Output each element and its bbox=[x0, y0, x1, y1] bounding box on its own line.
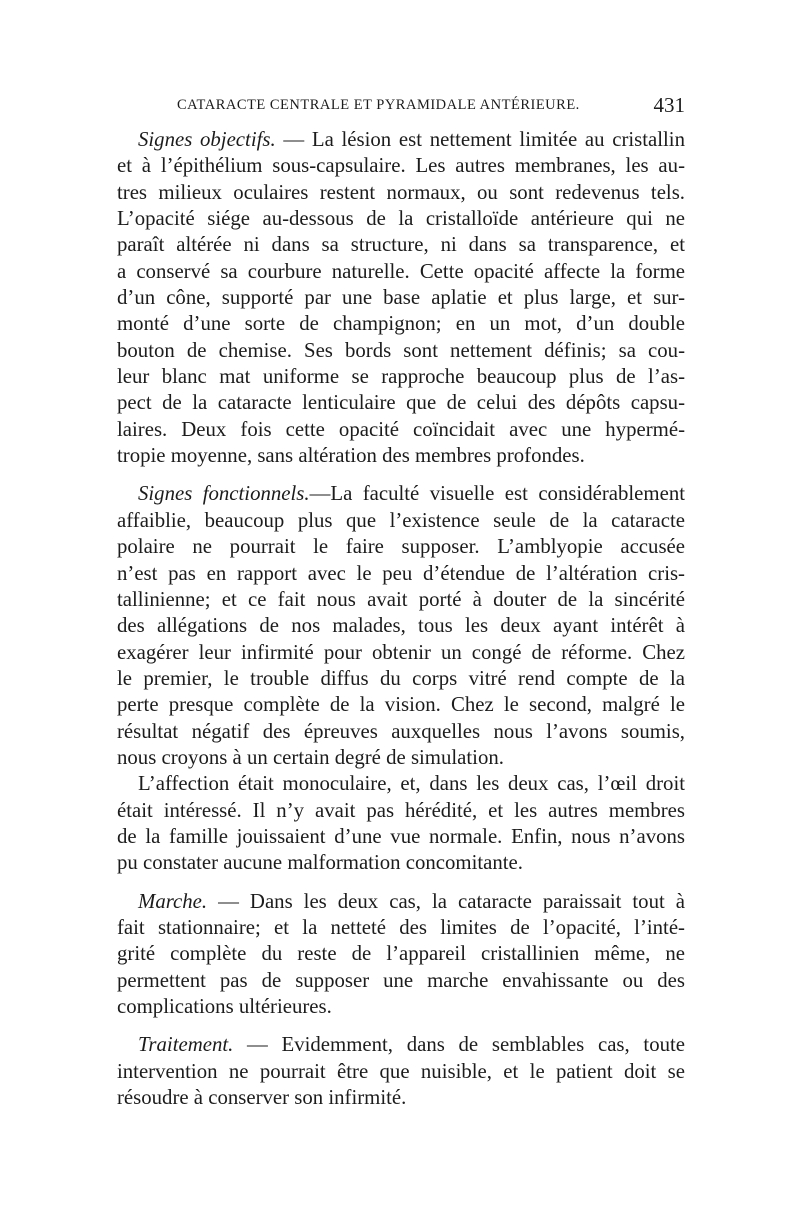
text-line: L’affection était monoculaire, et, dans les deux cas, l’œil droit bbox=[138, 772, 685, 796]
text-line: résoudre à conserver son infirmité. bbox=[117, 1086, 407, 1110]
text-line: tropie moyenne, sans altération des membres profondes. bbox=[117, 444, 585, 468]
text-line: le premier, le trouble diffus du corps vitré rend compte de la bbox=[117, 666, 685, 690]
text-line: était intéressé. Il n’y avait pas hérédité, et les autres membres bbox=[117, 798, 685, 822]
text-line: Signes objectifs. — La lésion est nettement limitée au cristallin bbox=[138, 128, 685, 151]
section-lead: Signes fonctionnels. bbox=[138, 482, 310, 506]
paragraph-marche bbox=[117, 889, 685, 1021]
text-line: laires. Deux fois cette opacité coïncidait avec une hypermé- bbox=[117, 417, 685, 441]
text-line: polaire ne pourrait le faire supposer. L’amblyopie accusée bbox=[117, 535, 685, 559]
text-line: des allégations de nos malades, tous les deux ayant intérêt à bbox=[117, 614, 685, 638]
text-line: intervention ne pourrait être que nuisible, et le patient doit se bbox=[117, 1059, 685, 1083]
text-line: tres milieux oculaires restent normaux, ou sont redevenus tels. bbox=[117, 180, 685, 204]
paragraph-affection bbox=[117, 771, 685, 876]
text-line: pu constater aucune malformation concomitante. bbox=[117, 851, 523, 875]
section-lead: Traitement. bbox=[138, 1033, 234, 1057]
text-line: tallinienne; et ce fait nous avait porté à douter de la sincérité bbox=[117, 587, 685, 611]
text-line: L’opacité siége au-dessous de la cristalloïde antérieure qui ne bbox=[117, 207, 685, 231]
page-number: 431 bbox=[653, 93, 685, 117]
text-line: Traitement. — Evidemment, dans de semblables cas, toute bbox=[138, 1033, 685, 1057]
text-line: résultat négatif des épreuves auxquelles nous l’avons soumis, bbox=[117, 719, 685, 743]
text-line: perte presque complète de la vision. Chez le second, malgré le bbox=[117, 693, 685, 717]
paragraph-traitement bbox=[117, 1032, 685, 1111]
text-line: bouton de chemise. Ses bords sont nettement définis; sa cou- bbox=[117, 338, 685, 362]
text-line: Signes fonctionnels.—La faculté visuelle est considérablement bbox=[138, 482, 685, 506]
text-line: n’est pas en rapport avec le peu d’étendue de l’altération cris- bbox=[117, 561, 685, 585]
text-line: d’un cône, supporté par une base aplatie et plus large, et sur- bbox=[117, 286, 685, 310]
page-header bbox=[117, 93, 685, 121]
text-line: permettent pas de supposer une marche envahissante ou des bbox=[117, 968, 685, 992]
section-lead: Signes objectifs. bbox=[138, 128, 276, 151]
text-line: de la famille jouissaient d’une vue normale. Enfin, nous n’avons bbox=[117, 824, 685, 848]
text-line: nous croyons à un certain degré de simulation. bbox=[117, 745, 504, 769]
text-line: monté d’une sorte de champignon; en un mot, d’un double bbox=[117, 312, 685, 336]
paragraph-signes-objectifs bbox=[117, 127, 685, 469]
text-line: pect de la cataracte lenticulaire que de celui des dépôts capsu- bbox=[117, 391, 685, 415]
section-lead: Marche. bbox=[138, 889, 208, 913]
text-line: complications ultérieures. bbox=[117, 995, 332, 1018]
text-line: et à l’épithélium sous-capsulaire. Les autres membranes, les au- bbox=[117, 154, 685, 178]
text-line: Marche. — Dans les deux cas, la cataracte paraissait tout à bbox=[138, 889, 685, 913]
body-text bbox=[117, 127, 685, 1111]
text-line: paraît altérée ni dans sa structure, ni dans sa transparence, et bbox=[117, 233, 685, 257]
running-title: CATARACTE CENTRALE ET PYRAMIDALE ANTÉRIEURE. bbox=[177, 97, 580, 113]
text-line: leur blanc mat uniforme se rapproche beaucoup plus de l’as- bbox=[117, 365, 685, 389]
text-line: affaiblie, beaucoup plus que l’existence seule de la cataracte bbox=[117, 508, 685, 532]
text-line: fait stationnaire; et la netteté des limites de l’opacité, l’inté- bbox=[117, 915, 685, 939]
text-line: a conservé sa courbure naturelle. Cette opacité affecte la forme bbox=[117, 259, 685, 283]
text-line: grité complète du reste de l’appareil cristallinien même, ne bbox=[117, 942, 685, 966]
text-line: exagérer leur infirmité pour obtenir un congé de réforme. Chez bbox=[117, 640, 685, 664]
paragraph-signes-fonctionnels bbox=[117, 481, 685, 771]
